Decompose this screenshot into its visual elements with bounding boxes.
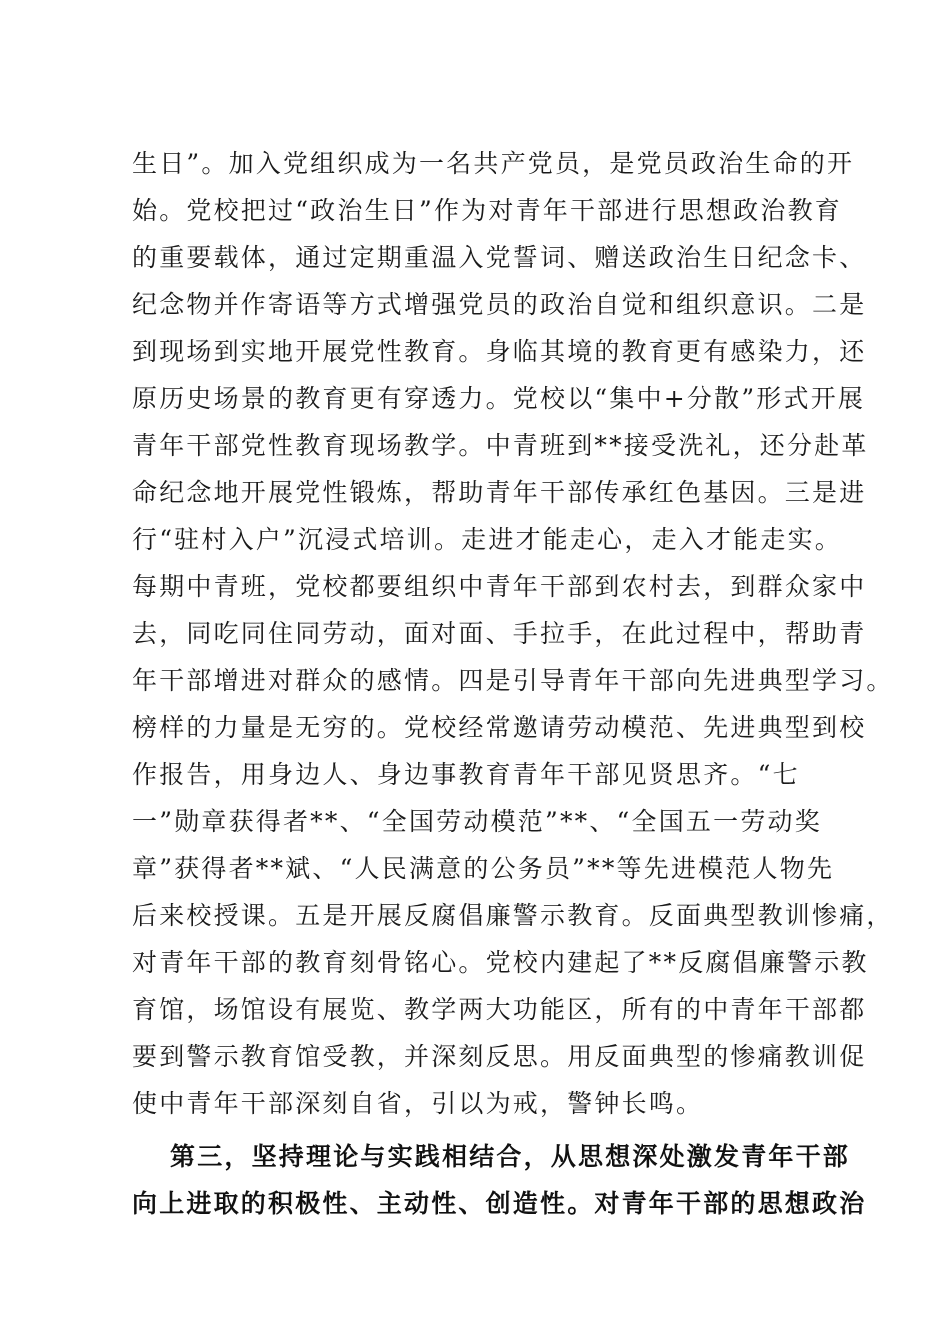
- text-line: 命纪念地开展党性锻炼，帮助青年干部传承红色基因。三是进: [132, 478, 867, 507]
- text-line: 向上进取的积极性、主动性、创造性。对青年干部的思想政治: [132, 1189, 867, 1218]
- text-line: 对青年干部的教育刻骨铭心。党校内建起了**反腐倡廉警示教: [132, 948, 869, 977]
- text-line: 青年干部党性教育现场教学。中青班到**接受洗礼，还分赴革: [132, 431, 869, 460]
- text-line: 章”获得者**斌、“人民满意的公务员”**等先进模范人物先: [132, 854, 835, 883]
- text-line: 年干部增进对群众的感情。四是引导青年干部向先进典型学习。: [132, 666, 894, 695]
- text-line: 到现场到实地开展党性教育。身临其境的教育更有感染力，还: [132, 337, 867, 366]
- text-line: 原历史场景的教育更有穿透力。党校以“集中+分散”形式开展: [132, 384, 866, 413]
- text-line: 要到警示教育馆受教，并深刻反思。用反面典型的惨痛教训促: [132, 1042, 867, 1071]
- text-line: 去，同吃同住同劳动，面对面、手拉手，在此过程中，帮助青: [132, 619, 867, 648]
- text-line: 榜样的力量是无穷的。党校经常邀请劳动模范、先进典型到校: [132, 713, 867, 742]
- text-line: 后来校授课。五是开展反腐倡廉警示教育。反面典型教训惨痛，: [132, 901, 894, 930]
- text-line: 育馆，场馆设有展览、教学两大功能区，所有的中青年干部都: [132, 995, 867, 1024]
- text-line: 的重要载体，通过定期重温入党誓词、赠送政治生日纪念卡、: [132, 243, 867, 272]
- text-line: 始。党校把过“政治生日”作为对青年干部进行思想政治教育: [132, 196, 842, 225]
- text-line: 第三，坚持理论与实践相结合，从思想深处激发青年干部: [170, 1142, 851, 1171]
- text-line: 一”勋章获得者**、“全国劳动模范”**、“全国五一劳动奖: [132, 807, 822, 836]
- text-line: 每期中青班，党校都要组织中青年干部到农村去，到群众家中: [132, 572, 867, 601]
- text-line: 行“驻村入户”沉浸式培训。走进才能走心，走入才能走实。: [132, 525, 842, 554]
- text-line: 生日”。加入党组织成为一名共产党员，是党员政治生命的开: [132, 149, 855, 178]
- text-line: 使中青年干部深刻自省，引以为戒，警钟长鸣。: [132, 1089, 704, 1118]
- text-line: 作报告，用身边人、身边事教育青年干部见贤思齐。“七: [132, 760, 800, 789]
- text-line: 纪念物并作寄语等方式增强党员的政治自觉和组织意识。二是: [132, 290, 867, 319]
